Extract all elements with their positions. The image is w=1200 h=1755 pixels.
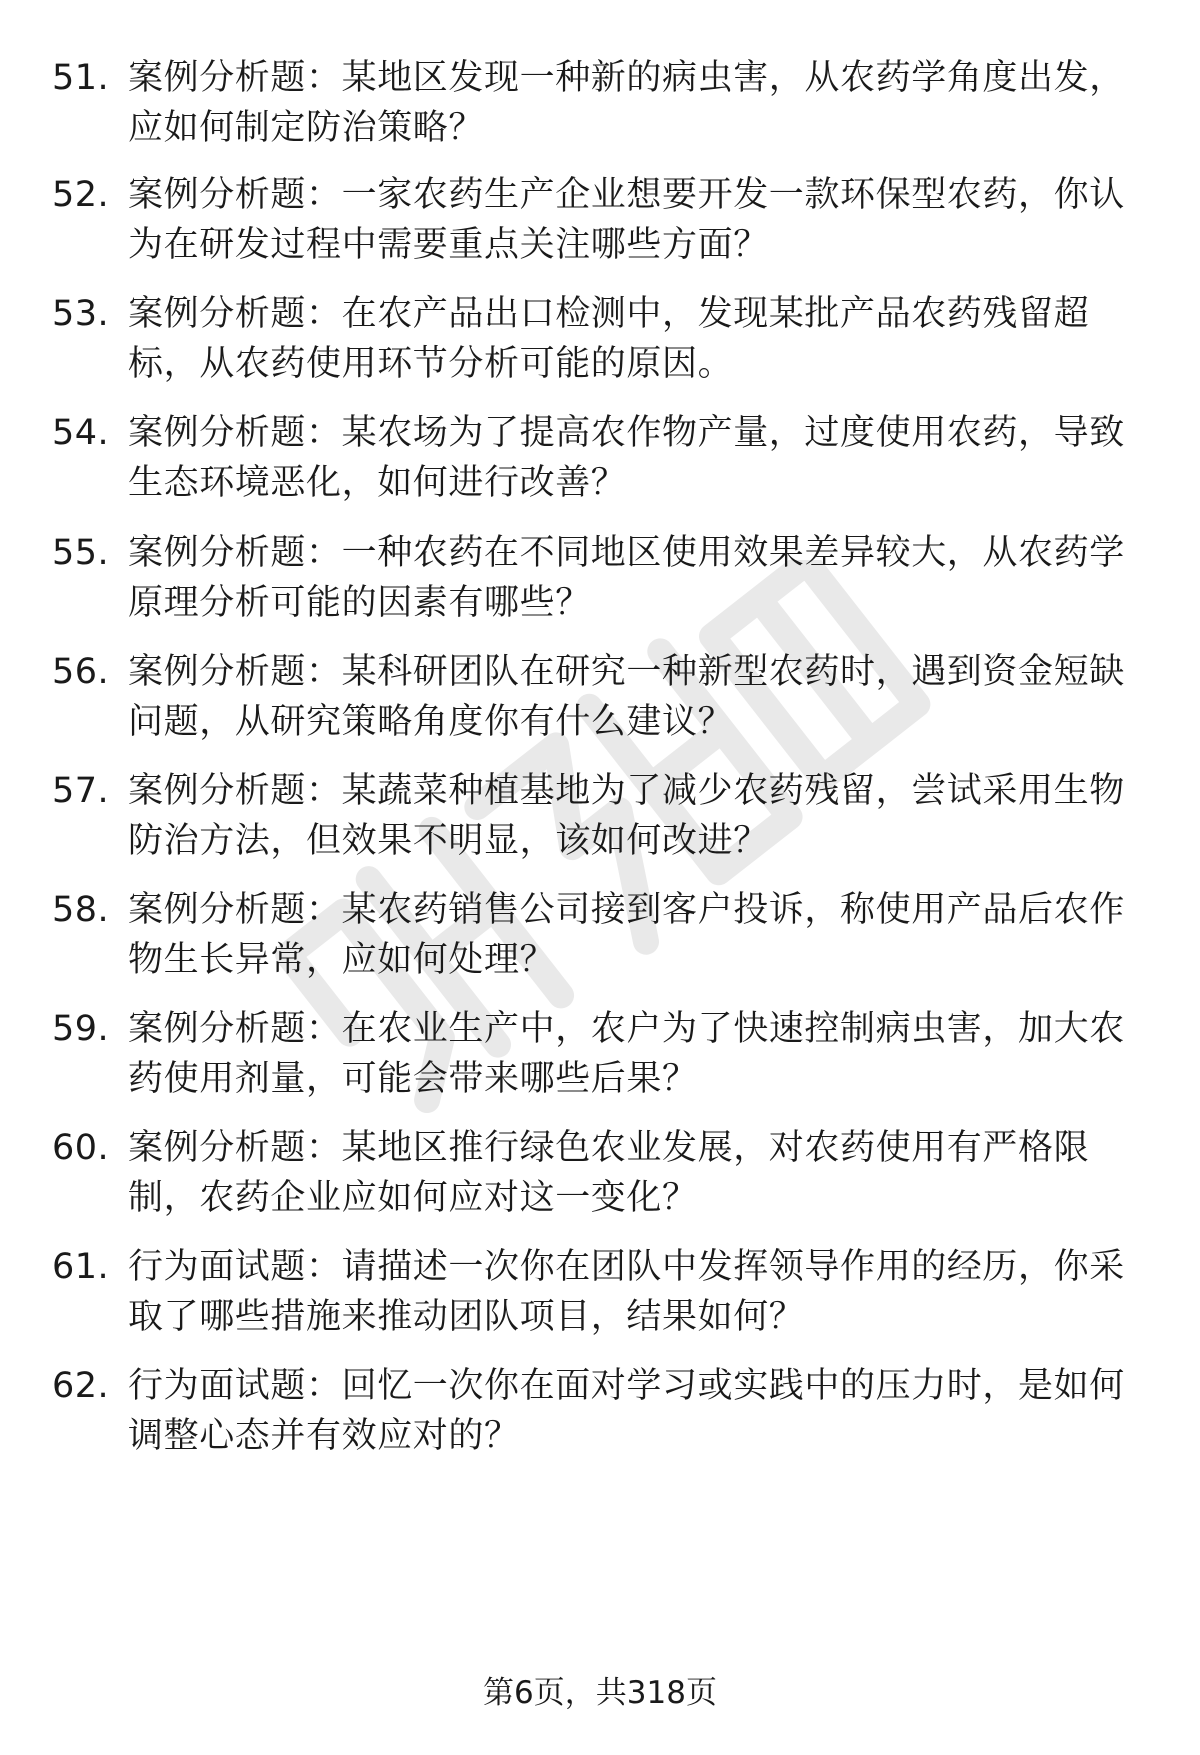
- question-number: 60.: [52, 1128, 110, 1168]
- question-line: 药使用剂量，可能会带来哪些后果？: [128, 1059, 698, 1099]
- question-text: [128, 170, 1138, 270]
- question-line: 原理分析可能的因素有哪些？: [128, 583, 591, 623]
- question-number: 53.: [52, 294, 110, 334]
- question-line: 标，从农药使用环节分析可能的原因。: [128, 344, 734, 384]
- question-text: [128, 1361, 1138, 1461]
- question-text: [128, 528, 1138, 628]
- question-line: 为在研发过程中需要重点关注哪些方面？: [128, 225, 769, 265]
- question-line: 调整心态并有效应对的？: [128, 1416, 520, 1456]
- question-line: 制，农药企业应如何应对这一变化？: [128, 1178, 698, 1218]
- list-item: [0, 170, 1200, 270]
- question-line: 案例分析题：某农场为了提高农作物产量，过度使用农药，导致: [128, 413, 1125, 453]
- question-text: [128, 647, 1138, 747]
- question-line: 应如何制定防治策略？: [128, 108, 485, 148]
- list-item: [0, 289, 1200, 389]
- question-line: 行为面试题：回忆一次你在面对学习或实践中的压力时，是如何: [128, 1366, 1125, 1406]
- question-line: 案例分析题：某科研团队在研究一种新型农药时，遇到资金短缺: [128, 652, 1125, 692]
- question-text: [128, 766, 1138, 866]
- list-item: [0, 1361, 1200, 1461]
- question-line: 取了哪些措施来推动团队项目，结果如何？: [128, 1297, 805, 1337]
- question-line: 案例分析题：某农药销售公司接到客户投诉，称使用产品后农作: [128, 890, 1125, 930]
- question-line: 案例分析题：在农业生产中，农户为了快速控制病虫害，加大农: [128, 1009, 1125, 1049]
- list-item: [0, 53, 1200, 153]
- question-line: 案例分析题：某蔬菜种植基地为了减少农药残留，尝试采用生物: [128, 771, 1125, 811]
- list-item: [0, 1004, 1200, 1104]
- question-text: [128, 1004, 1138, 1104]
- list-item: [0, 647, 1200, 747]
- question-text: [128, 408, 1138, 508]
- question-number: 52.: [52, 175, 110, 215]
- list-item: [0, 408, 1200, 508]
- list-item: [0, 1123, 1200, 1223]
- question-line: 物生长异常，应如何处理？: [128, 940, 556, 980]
- question-line: 行为面试题：请描述一次你在团队中发挥领导作用的经历，你采: [128, 1247, 1125, 1287]
- question-line: 案例分析题：某地区推行绿色农业发展，对农药使用有严格限: [128, 1128, 1090, 1168]
- question-number: 61.: [52, 1247, 110, 1287]
- question-line: 案例分析题：一家农药生产企业想要开发一款环保型农药，你认: [128, 175, 1125, 215]
- list-item: [0, 766, 1200, 866]
- question-line: 案例分析题：某地区发现一种新的病虫害，从农药学角度出发，: [128, 58, 1125, 98]
- question-text: [128, 53, 1138, 153]
- question-number: 56.: [52, 652, 110, 692]
- question-line: 案例分析题：在农产品出口检测中，发现某批产品农药残留超: [128, 294, 1090, 334]
- list-item: [0, 528, 1200, 628]
- question-number: 59.: [52, 1009, 110, 1049]
- question-text: [128, 1242, 1138, 1342]
- question-number: 57.: [52, 771, 110, 811]
- question-line: 生态环境恶化，如何进行改善？: [128, 463, 627, 503]
- question-text: [128, 289, 1138, 389]
- question-text: [128, 1123, 1138, 1223]
- question-text: [128, 885, 1138, 985]
- question-number: 54.: [52, 413, 110, 453]
- list-item: [0, 1242, 1200, 1342]
- question-number: 58.: [52, 890, 110, 930]
- question-line: 防治方法，但效果不明显，该如何改进？: [128, 821, 769, 861]
- question-line: 问题，从研究策略角度你有什么建议？: [128, 702, 734, 742]
- question-line: 案例分析题：一种农药在不同地区使用效果差异较大，从农药学: [128, 533, 1125, 573]
- page-indicator: 第6页，共318页: [483, 1675, 717, 1711]
- question-number: 62.: [52, 1366, 110, 1406]
- question-number: 55.: [52, 533, 110, 573]
- question-number: 51.: [52, 58, 110, 98]
- list-item: [0, 885, 1200, 985]
